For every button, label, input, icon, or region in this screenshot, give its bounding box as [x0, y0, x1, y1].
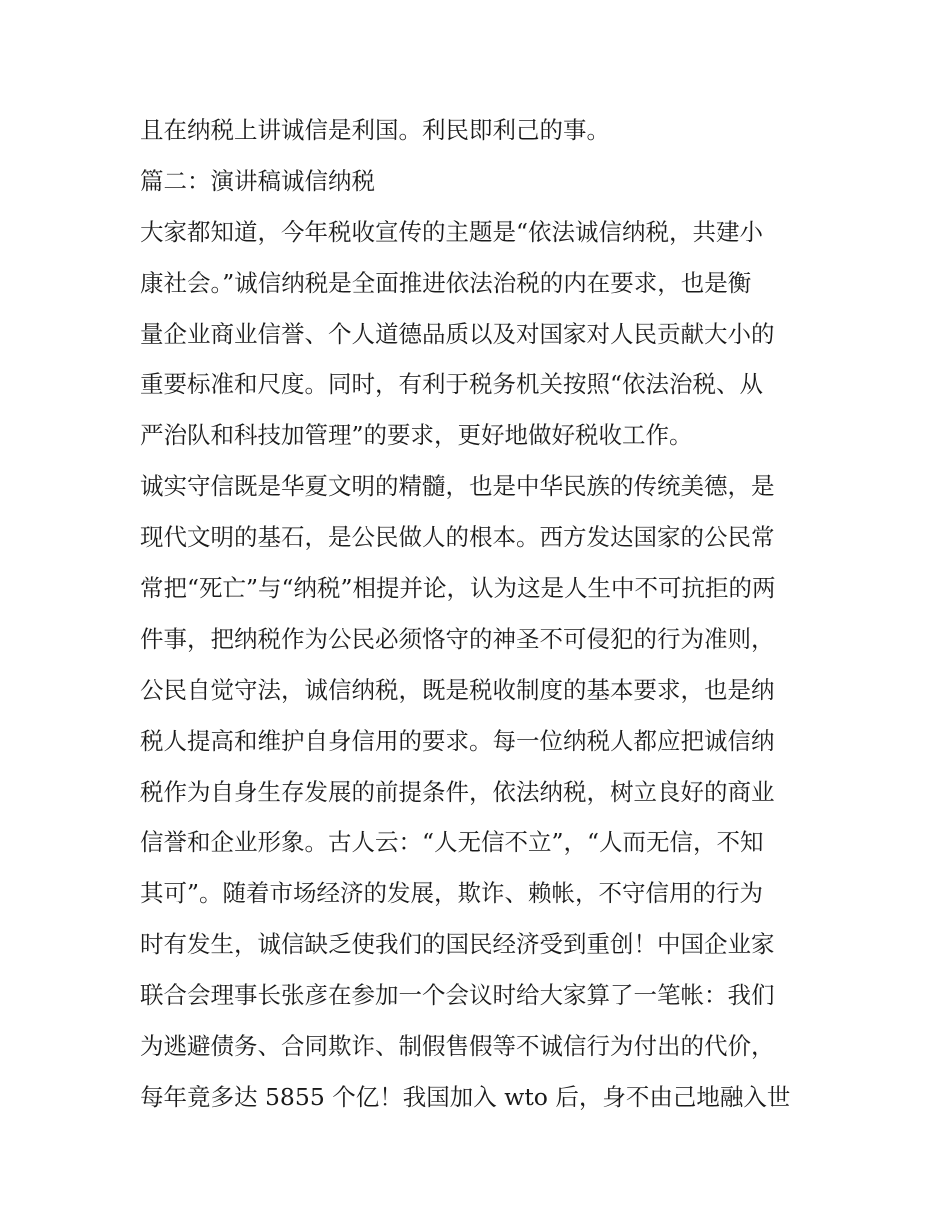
text-line: 税人提高和维护自身信用的要求。每一位纳税人都应把诚信纳 — [140, 726, 775, 755]
text-line: 其可”。随着市场经济的发展，欺诈、赖帐，不守信用的行为 — [140, 879, 764, 908]
text-line: 信誉和企业形象。古人云：“人无信不立”，“人而无信，不知 — [140, 828, 764, 857]
text-line: 常把“死亡”与“纳税”相提并论，认为这是人生中不可抗拒的两 — [140, 574, 776, 603]
text-line: 税作为自身生存发展的前提条件，依法纳税，树立良好的商业 — [140, 777, 775, 806]
text-line: 每年竟多达 5855 个亿！我国加入 wto 后，身不由己地融入世 — [140, 1082, 791, 1111]
text-line: 且在纳税上讲诚信是利国。利民即利己的事。 — [140, 116, 610, 144]
text-line: 现代文明的基石，是公民做人的根本。西方发达国家的公民常 — [140, 523, 775, 552]
text-line: 联合会理事长张彦在参加一个会议时给大家算了一笔帐：我们 — [140, 981, 775, 1010]
text-line: 为逃避债务、合同欺诈、制假售假等不诚信行为付出的代价， — [140, 1032, 775, 1061]
document-body — [140, 105, 820, 1123]
text-line: 件事，把纳税作为公民必须恪守的神圣不可侵犯的行为准则， — [140, 624, 775, 653]
text-line: 康社会。”诚信纳税是全面推进依法治税的内在要求，也是衡 — [140, 268, 752, 297]
text-line: 严治队和科技加管理”的要求，更好地做好税收工作。 — [140, 421, 693, 450]
text-line: 时有发生，诚信缺乏使我们的国民经济受到重创！中国企业家 — [140, 930, 775, 959]
section-heading: 篇二：演讲稿诚信纳税 — [140, 166, 375, 195]
text-line: 诚实守信既是华夏文明的精髓，也是中华民族的传统美德，是 — [140, 472, 775, 501]
text-line: 大家都知道，今年税收宣传的主题是“依法诚信纳税，共建小 — [140, 217, 764, 246]
text-line: 重要标准和尺度。同时，有利于税务机关按照“依法治税、从 — [140, 370, 764, 399]
text-line: 量企业商业信誉、个人道德品质以及对国家对人民贡献大小的 — [140, 319, 775, 348]
text-line: 公民自觉守法，诚信纳税，既是税收制度的基本要求，也是纳 — [140, 675, 775, 704]
